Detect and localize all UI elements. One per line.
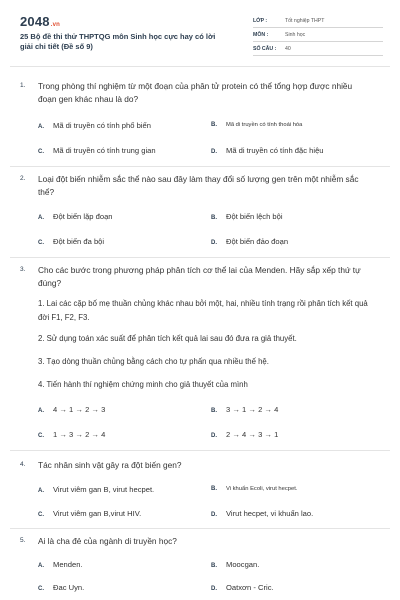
q2-option-a[interactable] bbox=[38, 212, 113, 221]
logo-domain: .vn bbox=[50, 22, 61, 28]
option-text: Virut viêm gan B,virut HIV. bbox=[53, 509, 142, 518]
option-letter: B. bbox=[211, 215, 217, 221]
meta-row-subject bbox=[253, 28, 383, 42]
q1-option-c[interactable] bbox=[38, 146, 156, 155]
meta-row-class bbox=[253, 14, 383, 28]
q3-option-a[interactable] bbox=[38, 405, 105, 414]
meta-value: 40 bbox=[285, 46, 291, 52]
q2-option-c[interactable] bbox=[38, 237, 104, 246]
question-number: 3. bbox=[20, 266, 26, 273]
option-letter: B. bbox=[211, 408, 217, 414]
option-text: Đột biến lệch bội bbox=[226, 212, 283, 221]
option-text: 4 → 1 → 2 → 3 bbox=[53, 405, 106, 414]
option-letter: C. bbox=[38, 433, 44, 439]
option-text: Virut hecpet, vi khuẩn lao. bbox=[226, 509, 314, 518]
option-letter: A. bbox=[38, 408, 44, 414]
question-text: Cho các bước trong phương pháp phân tích cơ thể lai của Menden. Hãy sắp xếp thứ tự đúng? bbox=[38, 265, 361, 288]
option-text: Mã di truyền có tính thoái hóa bbox=[226, 122, 303, 128]
meta-key: MÔN : bbox=[253, 32, 269, 38]
q5-option-b[interactable] bbox=[211, 560, 259, 569]
q2-option-b[interactable] bbox=[211, 212, 283, 221]
q3-step-2: 2. Sử dụng toán xác suất để phân tích kết quả lai sau đó đưa ra giả thuyết. bbox=[38, 334, 297, 343]
option-letter: A. bbox=[38, 124, 44, 130]
option-letter: A. bbox=[38, 563, 44, 569]
option-letter: C. bbox=[38, 586, 44, 592]
q3-option-d[interactable] bbox=[211, 430, 278, 439]
question-text: Trong phòng thí nghiệm từ một đoạn của phân tử protein có thể tổng hợp được nhiều đoạn gen khác nhau là do? bbox=[38, 81, 353, 104]
meta-value: Sinh học bbox=[285, 32, 306, 38]
option-text: 3 → 1 → 2 → 4 bbox=[226, 405, 279, 414]
q3-option-b[interactable] bbox=[211, 405, 278, 414]
site-logo[interactable] bbox=[20, 14, 60, 29]
q5-option-d[interactable] bbox=[211, 583, 274, 592]
option-text: Mã di truyền có tính trung gian bbox=[53, 146, 156, 155]
option-text: Oatxơn - Cric. bbox=[226, 583, 274, 592]
header-divider bbox=[10, 66, 390, 67]
meta-key: SỐ CÂU : bbox=[253, 46, 277, 52]
option-letter: C. bbox=[38, 512, 44, 518]
question-divider bbox=[10, 166, 390, 167]
option-text: 1 → 3 → 2 → 4 bbox=[53, 430, 106, 439]
document-title: 25 Bộ đề thi thử THPTQG môn Sinh học cực hay có lời giải chi tiết (Đề số 9) bbox=[20, 32, 216, 51]
option-letter: C. bbox=[38, 240, 44, 246]
q4-option-d[interactable] bbox=[211, 509, 313, 518]
exam-meta bbox=[253, 14, 383, 56]
option-text: Moocgan. bbox=[226, 560, 260, 569]
option-text: Đột biến đa bội bbox=[53, 237, 105, 246]
option-letter: D. bbox=[211, 586, 217, 592]
option-text: Vi khuẩn Ecoli, virut hecpet. bbox=[226, 486, 298, 492]
option-letter: C. bbox=[38, 149, 44, 155]
option-text: Đac Uyn. bbox=[53, 583, 85, 592]
option-letter: D. bbox=[211, 512, 217, 518]
option-text: Menden. bbox=[53, 560, 83, 569]
option-letter: A. bbox=[38, 215, 44, 221]
question-text: Ai là cha đẻ của ngành di truyền học? bbox=[38, 536, 177, 546]
q1-option-b[interactable] bbox=[211, 122, 302, 128]
q3-step-1: 1. Lai các cặp bố mẹ thuần chủng khác nhau bởi một, hai, nhiều tính trạng rồi phân tích kết quả đời F1, F2, F3. bbox=[38, 299, 368, 322]
question-text: Tác nhân sinh vật gây ra đột biến gen? bbox=[38, 460, 182, 470]
q2-option-d[interactable] bbox=[211, 237, 288, 246]
option-letter: B. bbox=[211, 122, 217, 128]
option-letter: B. bbox=[211, 563, 217, 569]
question-number: 5. bbox=[20, 537, 26, 544]
option-text: Mã di truyền có tính phổ biến bbox=[53, 121, 151, 130]
option-text: Virut viêm gan B, virut hecpet. bbox=[53, 485, 155, 494]
q1-option-d[interactable] bbox=[211, 146, 324, 155]
option-text: 2 → 4 → 3 → 1 bbox=[226, 430, 279, 439]
option-letter: D. bbox=[211, 433, 217, 439]
question-divider bbox=[10, 528, 390, 529]
question-number: 2. bbox=[20, 175, 26, 182]
q4-option-c[interactable] bbox=[38, 509, 141, 518]
q5-option-a[interactable] bbox=[38, 560, 83, 569]
meta-row-count bbox=[253, 42, 383, 56]
q3-step-3: 3. Tạo dòng thuần chủng bằng cách cho tự phấn qua nhiều thế hệ. bbox=[38, 357, 269, 366]
option-letter: B. bbox=[211, 486, 217, 492]
question-divider bbox=[10, 257, 390, 258]
question-number: 4. bbox=[20, 461, 26, 468]
option-text: Đột biến đảo đoạn bbox=[226, 237, 289, 246]
q1-option-a[interactable] bbox=[38, 121, 151, 130]
q3-step-4: 4. Tiến hành thí nghiệm chứng minh cho giả thuyết của mình bbox=[38, 380, 248, 389]
option-letter: D. bbox=[211, 149, 217, 155]
q4-option-a[interactable] bbox=[38, 485, 154, 494]
option-letter: D. bbox=[211, 240, 217, 246]
q4-option-b[interactable] bbox=[211, 486, 297, 492]
q3-option-c[interactable] bbox=[38, 430, 105, 439]
question-divider bbox=[10, 450, 390, 451]
q5-option-c[interactable] bbox=[38, 583, 84, 592]
option-letter: A. bbox=[38, 488, 44, 494]
question-number: 1. bbox=[20, 82, 26, 89]
option-text: Mã di truyền có tính đặc hiệu bbox=[226, 146, 324, 155]
meta-value: Tốt nghiệp THPT bbox=[285, 18, 325, 24]
option-text: Đột biến lặp đoạn bbox=[53, 212, 113, 221]
question-text: Loại đột biến nhiễm sắc thể nào sau đây làm thay đổi số lượng gen trên một nhiễm sắc thể? bbox=[38, 174, 359, 197]
logo-text: 2048 bbox=[20, 14, 50, 29]
meta-key: LỚP : bbox=[253, 18, 268, 24]
